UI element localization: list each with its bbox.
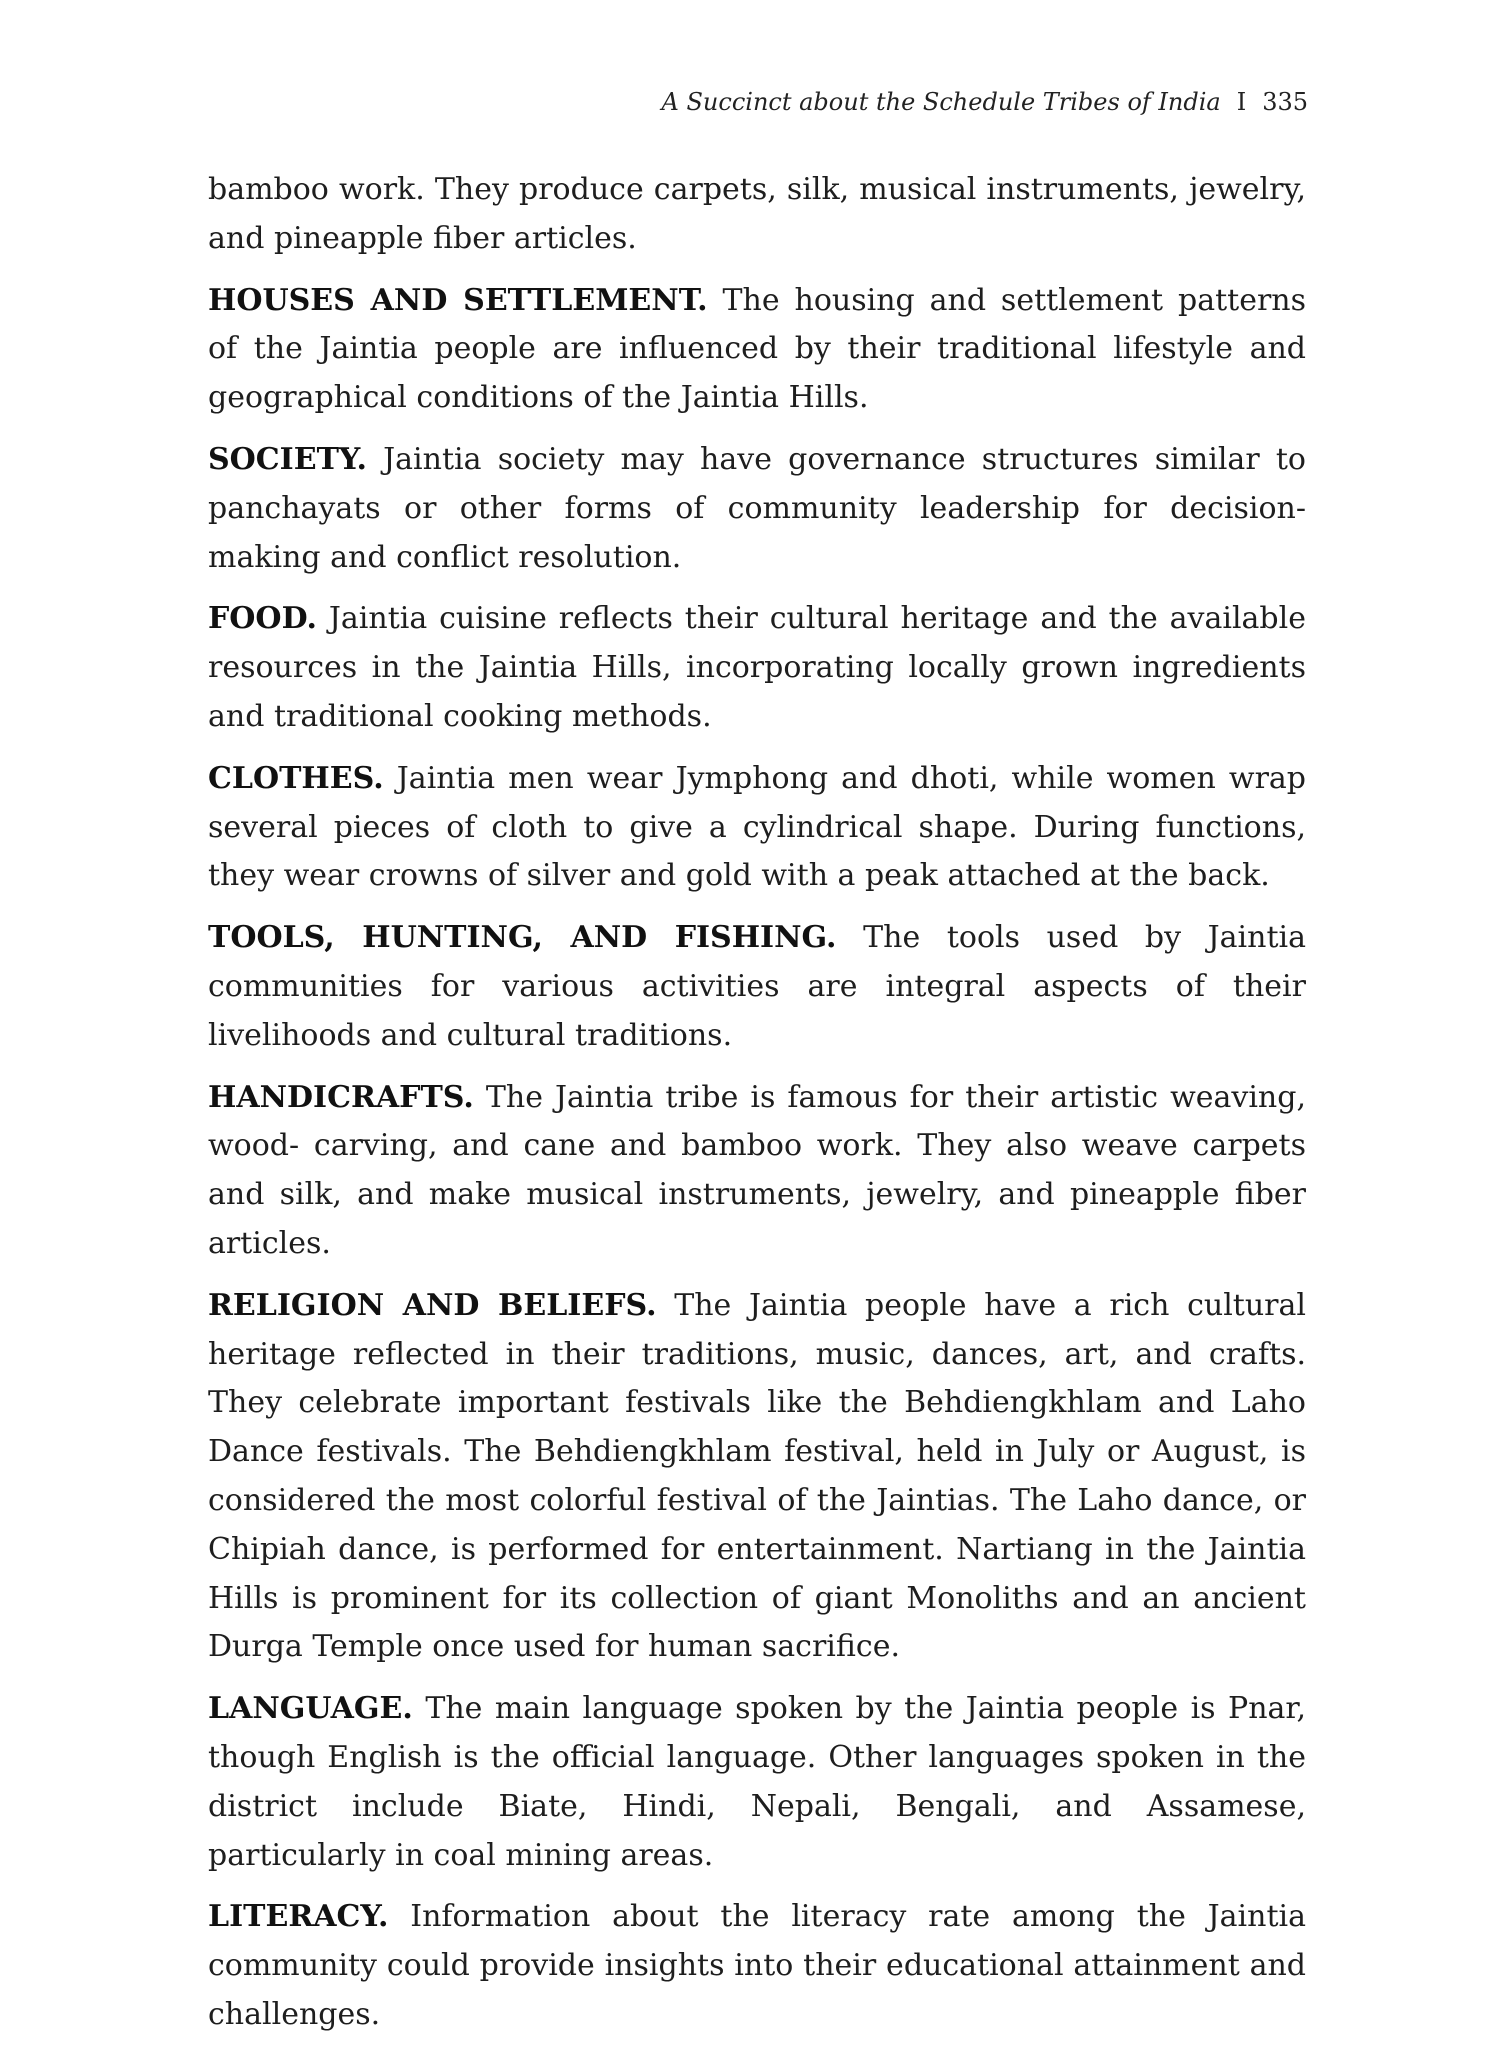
paragraph-body: Jaintia cuisine reflects their cultural heritage and the available resources in the Jaintia Hills, incorporating locally grown ingredients and traditional cooking methods.: [208, 601, 1306, 734]
section-heading: LANGUAGE.: [208, 1691, 413, 1727]
body-text: [208, 166, 1306, 2053]
section-heading: CLOTHES.: [208, 760, 384, 796]
section-heading: HANDICRAFTS.: [208, 1079, 474, 1115]
running-title: A Succinct about the Schedule Tribes of India: [661, 88, 1221, 116]
paragraph-body: bamboo work. They produce carpets, silk, musical instruments, jewelry, and pineapple fiber articles.: [208, 172, 1306, 256]
paragraph-body: The Jaintia people have a rich cultural heritage reflected in their traditions, music, dances, art, and crafts. They celebrate important festivals like the Behdiengkhlam and Laho Dance festivals. The Behdiengkhlam festival, held in July or August, is considered the most colorful festival of the Jaintias. The Laho dance, or Chipiah dance, is performed for entertainment. Nartiang in the Jaintia Hills is prominent for its collection of giant Monoliths and an ancient Durga Temple once used for human sacrifice.: [208, 1287, 1306, 1665]
paragraph-literacy: [208, 1893, 1306, 2039]
paragraph-body: The Jaintia tribe is famous for their artistic weaving, wood- carving, and cane and bamboo work. They also weave carpets and silk, and make musical instruments, jewelry, and pineapple fiber articles.: [208, 1079, 1306, 1261]
paragraph-clothes: [208, 755, 1306, 901]
paragraph-body: Jaintia society may have governance structures similar to panchayats or other forms of community leadership for decision-making and conflict resolution.: [208, 441, 1306, 575]
paragraph-tools-hunting-fishing: [208, 914, 1306, 1060]
paragraph-body: The tools used by Jaintia communities for various activities are integral aspects of their livelihoods and cultural traditions.: [208, 920, 1307, 1053]
section-heading: LITERACY.: [208, 1899, 389, 1935]
page-number: 335: [1262, 88, 1308, 116]
paragraph-language: [208, 1685, 1306, 1880]
section-heading: SOCIETY.: [208, 441, 367, 477]
section-heading: FOOD.: [208, 601, 317, 637]
paragraph-food: [208, 595, 1306, 741]
paragraph-body: The main language spoken by the Jaintia people is Pnar, though English is the official language. Other languages spoken in the district include Biate, Hindi, Nepali, Bengali, and Assamese, particularly in coal mining areas.: [208, 1691, 1306, 1873]
paragraph-houses-and-settlement: [208, 277, 1306, 423]
paragraph-continuation: [208, 166, 1306, 264]
section-heading: HOUSES AND SETTLEMENT.: [208, 282, 708, 318]
paragraph-religion-and-beliefs: [208, 1282, 1306, 1672]
header-separator: I: [1236, 88, 1247, 116]
paragraph-body: Information about the literacy rate among the Jaintia community could provide insights into their educational attainment and challenges.: [208, 1899, 1306, 2032]
paragraph-body: The housing and settlement patterns of the Jaintia people are influenced by their traditional lifestyle and geographical conditions of the Jaintia Hills.: [208, 282, 1307, 416]
running-header: [662, 88, 1308, 116]
section-heading: TOOLS, HUNTING, AND FISHING.: [208, 920, 837, 956]
paragraph-society: [208, 436, 1306, 582]
paragraph-handicrafts: [208, 1074, 1306, 1269]
paragraph-body: Jaintia men wear Jymphong and dhoti, while women wrap several pieces of cloth to give a cylindrical shape. During functions, they wear crowns of silver and gold with a peak attached at the back.: [208, 760, 1306, 894]
section-heading: RELIGION AND BELIEFS.: [208, 1287, 657, 1323]
